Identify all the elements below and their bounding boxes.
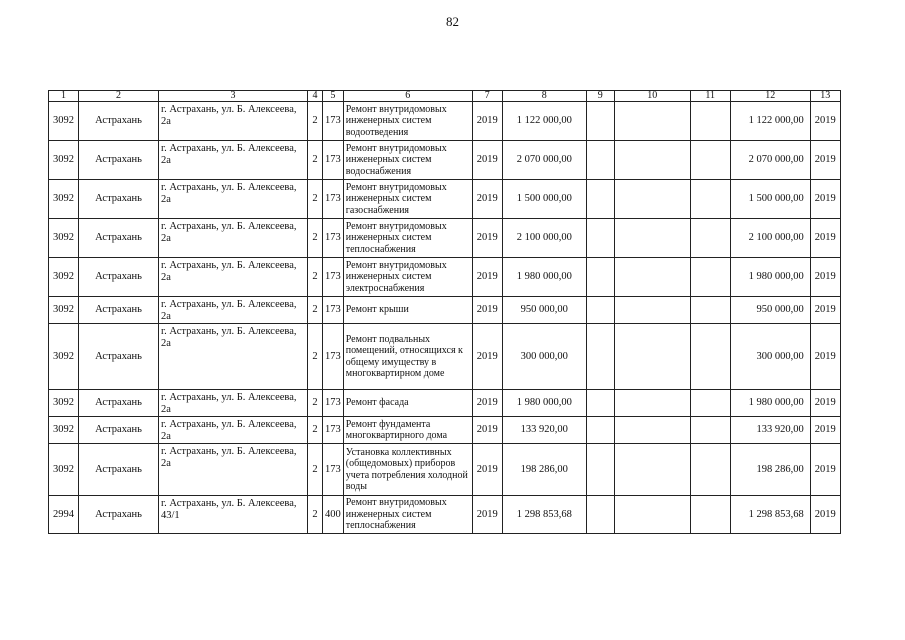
cell-address: г. Астрахань, ул. Б. Алексеева, 43/1 [159,496,308,534]
cell-city: Астрахань [79,258,159,297]
cell-id: 3092 [49,102,79,141]
cell-work-type: Ремонт внутридомовых инженерных систем электроснабжения [343,258,472,297]
table-row [49,324,841,390]
cell-col5: 173 [323,219,344,258]
cell-col10 [614,258,690,297]
cell-cost: 1 980 000,00 [502,258,586,297]
cell-col5: 173 [323,297,344,324]
column-header-1: 1 [49,91,79,102]
cell-year: 2019 [472,219,502,258]
cell-year: 2019 [472,141,502,180]
cell-col10 [614,444,690,496]
table-row [49,141,841,180]
cell-address: г. Астрахань, ул. Б. Алексеева, 2а [159,102,308,141]
cell-work-type: Ремонт фундамента многоквартирного дома [343,417,472,444]
cell-year: 2019 [472,496,502,534]
cell-col5: 173 [323,324,344,390]
cell-col11 [690,496,730,534]
cell-id: 3092 [49,297,79,324]
cell-col13: 2019 [810,141,840,180]
cell-col9 [586,258,614,297]
cell-id: 3092 [49,324,79,390]
cell-col11 [690,102,730,141]
cell-work-type: Установка коллективных (общедомовых) приборов учета потребления холодной воды [343,444,472,496]
cell-id: 3092 [49,417,79,444]
cell-col10 [614,180,690,219]
cell-col4: 2 [308,102,323,141]
cell-address: г. Астрахань, ул. Б. Алексеева, 2а [159,141,308,180]
cell-col5: 173 [323,390,344,417]
cell-col9 [586,496,614,534]
cell-col13: 2019 [810,324,840,390]
cell-col12: 1 122 000,00 [730,102,810,141]
cell-address: г. Астрахань, ул. Б. Алексеева, 2а [159,219,308,258]
cell-cost: 198 286,00 [502,444,586,496]
cell-id: 3092 [49,444,79,496]
cell-col4: 2 [308,180,323,219]
cell-col10 [614,496,690,534]
cell-col12: 950 000,00 [730,297,810,324]
cell-col11 [690,219,730,258]
cell-cost: 1 298 853,68 [502,496,586,534]
cell-col4: 2 [308,258,323,297]
cell-col11 [690,258,730,297]
column-header-2: 2 [79,91,159,102]
cell-col10 [614,219,690,258]
cell-col12: 1 298 853,68 [730,496,810,534]
cell-year: 2019 [472,390,502,417]
cell-col9 [586,324,614,390]
cell-address: г. Астрахань, ул. Б. Алексеева, 2а [159,324,308,390]
cell-col4: 2 [308,324,323,390]
table-row [49,297,841,324]
cell-cost: 1 500 000,00 [502,180,586,219]
cell-address: г. Астрахань, ул. Б. Алексеева, 2а [159,297,308,324]
cell-work-type: Ремонт внутридомовых инженерных систем водоснабжения [343,141,472,180]
cell-cost: 950 000,00 [502,297,586,324]
column-header-7: 7 [472,91,502,102]
cell-col12: 1 980 000,00 [730,390,810,417]
cell-id: 3092 [49,219,79,258]
column-header-6: 6 [343,91,472,102]
cell-col10 [614,141,690,180]
cell-city: Астрахань [79,180,159,219]
cell-col10 [614,390,690,417]
cell-work-type: Ремонт внутридомовых инженерных систем газоснабжения [343,180,472,219]
cell-col11 [690,141,730,180]
cell-col4: 2 [308,444,323,496]
cell-cost: 1 122 000,00 [502,102,586,141]
cell-year: 2019 [472,444,502,496]
cell-col4: 2 [308,141,323,180]
column-header-11: 11 [690,91,730,102]
cell-col9 [586,102,614,141]
cell-work-type: Ремонт внутридомовых инженерных систем теплоснабжения [343,496,472,534]
cell-col5: 173 [323,444,344,496]
cell-col5: 173 [323,417,344,444]
table-row [49,390,841,417]
cell-address: г. Астрахань, ул. Б. Алексеева, 2а [159,258,308,297]
column-header-4: 4 [308,91,323,102]
column-header-8: 8 [502,91,586,102]
cell-work-type: Ремонт внутридомовых инженерных систем водоотведения [343,102,472,141]
cell-col13: 2019 [810,390,840,417]
cell-col4: 2 [308,219,323,258]
cell-work-type: Ремонт внутридомовых инженерных систем теплоснабжения [343,219,472,258]
cell-cost: 133 920,00 [502,417,586,444]
table-row [49,496,841,534]
cell-col13: 2019 [810,102,840,141]
column-header-10: 10 [614,91,690,102]
cell-col10 [614,324,690,390]
cell-col11 [690,297,730,324]
cell-id: 2994 [49,496,79,534]
cell-id: 3092 [49,141,79,180]
cell-cost: 2 100 000,00 [502,219,586,258]
cell-address: г. Астрахань, ул. Б. Алексеева, 2а [159,444,308,496]
cell-work-type: Ремонт фасада [343,390,472,417]
cell-year: 2019 [472,102,502,141]
cell-col9 [586,141,614,180]
page-number: 82 [446,14,459,29]
cell-col5: 173 [323,141,344,180]
cell-city: Астрахань [79,324,159,390]
cell-year: 2019 [472,180,502,219]
cell-year: 2019 [472,258,502,297]
table-row [49,417,841,444]
table-row [49,444,841,496]
cell-col12: 2 100 000,00 [730,219,810,258]
cell-col13: 2019 [810,444,840,496]
column-header-9: 9 [586,91,614,102]
cell-year: 2019 [472,297,502,324]
cell-col12: 133 920,00 [730,417,810,444]
cell-col9 [586,297,614,324]
cell-col4: 2 [308,417,323,444]
cell-city: Астрахань [79,102,159,141]
cell-work-type: Ремонт подвальных помещений, относящихся к общему имуществу в многоквартирном доме [343,324,472,390]
cell-col13: 2019 [810,258,840,297]
cell-col5: 173 [323,258,344,297]
cell-col12: 1 980 000,00 [730,258,810,297]
cell-city: Астрахань [79,417,159,444]
cell-col13: 2019 [810,417,840,444]
cell-city: Астрахань [79,297,159,324]
column-header-12: 12 [730,91,810,102]
cell-col12: 198 286,00 [730,444,810,496]
cell-col5: 400 [323,496,344,534]
cell-city: Астрахань [79,390,159,417]
cell-col13: 2019 [810,297,840,324]
cell-address: г. Астрахань, ул. Б. Алексеева, 2а [159,180,308,219]
cell-col12: 1 500 000,00 [730,180,810,219]
cell-city: Астрахань [79,496,159,534]
header-row [49,91,841,102]
cell-col10 [614,102,690,141]
cell-col11 [690,324,730,390]
cell-col10 [614,297,690,324]
table-row [49,219,841,258]
column-header-5: 5 [323,91,344,102]
works-table [48,90,841,534]
cell-year: 2019 [472,417,502,444]
cell-col11 [690,444,730,496]
cell-city: Астрахань [79,444,159,496]
cell-year: 2019 [472,324,502,390]
cell-col9 [586,417,614,444]
cell-col5: 173 [323,102,344,141]
table-row [49,102,841,141]
table-row [49,258,841,297]
cell-col4: 2 [308,496,323,534]
cell-col9 [586,444,614,496]
column-header-3: 3 [159,91,308,102]
cell-work-type: Ремонт крыши [343,297,472,324]
cell-col9 [586,390,614,417]
cell-address: г. Астрахань, ул. Б. Алексеева, 2а [159,417,308,444]
cell-city: Астрахань [79,141,159,180]
cell-col13: 2019 [810,219,840,258]
cell-col11 [690,180,730,219]
column-header-13: 13 [810,91,840,102]
cell-cost: 1 980 000,00 [502,390,586,417]
cell-id: 3092 [49,258,79,297]
cell-col13: 2019 [810,496,840,534]
cell-address: г. Астрахань, ул. Б. Алексеева, 2а [159,390,308,417]
cell-col4: 2 [308,390,323,417]
cell-id: 3092 [49,390,79,417]
cell-cost: 2 070 000,00 [502,141,586,180]
cell-col9 [586,219,614,258]
cell-col11 [690,417,730,444]
cell-id: 3092 [49,180,79,219]
cell-cost: 300 000,00 [502,324,586,390]
table-row [49,180,841,219]
cell-city: Астрахань [79,219,159,258]
cell-col5: 173 [323,180,344,219]
cell-col4: 2 [308,297,323,324]
cell-col12: 2 070 000,00 [730,141,810,180]
cell-col11 [690,390,730,417]
cell-col12: 300 000,00 [730,324,810,390]
cell-col13: 2019 [810,180,840,219]
cell-col9 [586,180,614,219]
cell-col10 [614,417,690,444]
